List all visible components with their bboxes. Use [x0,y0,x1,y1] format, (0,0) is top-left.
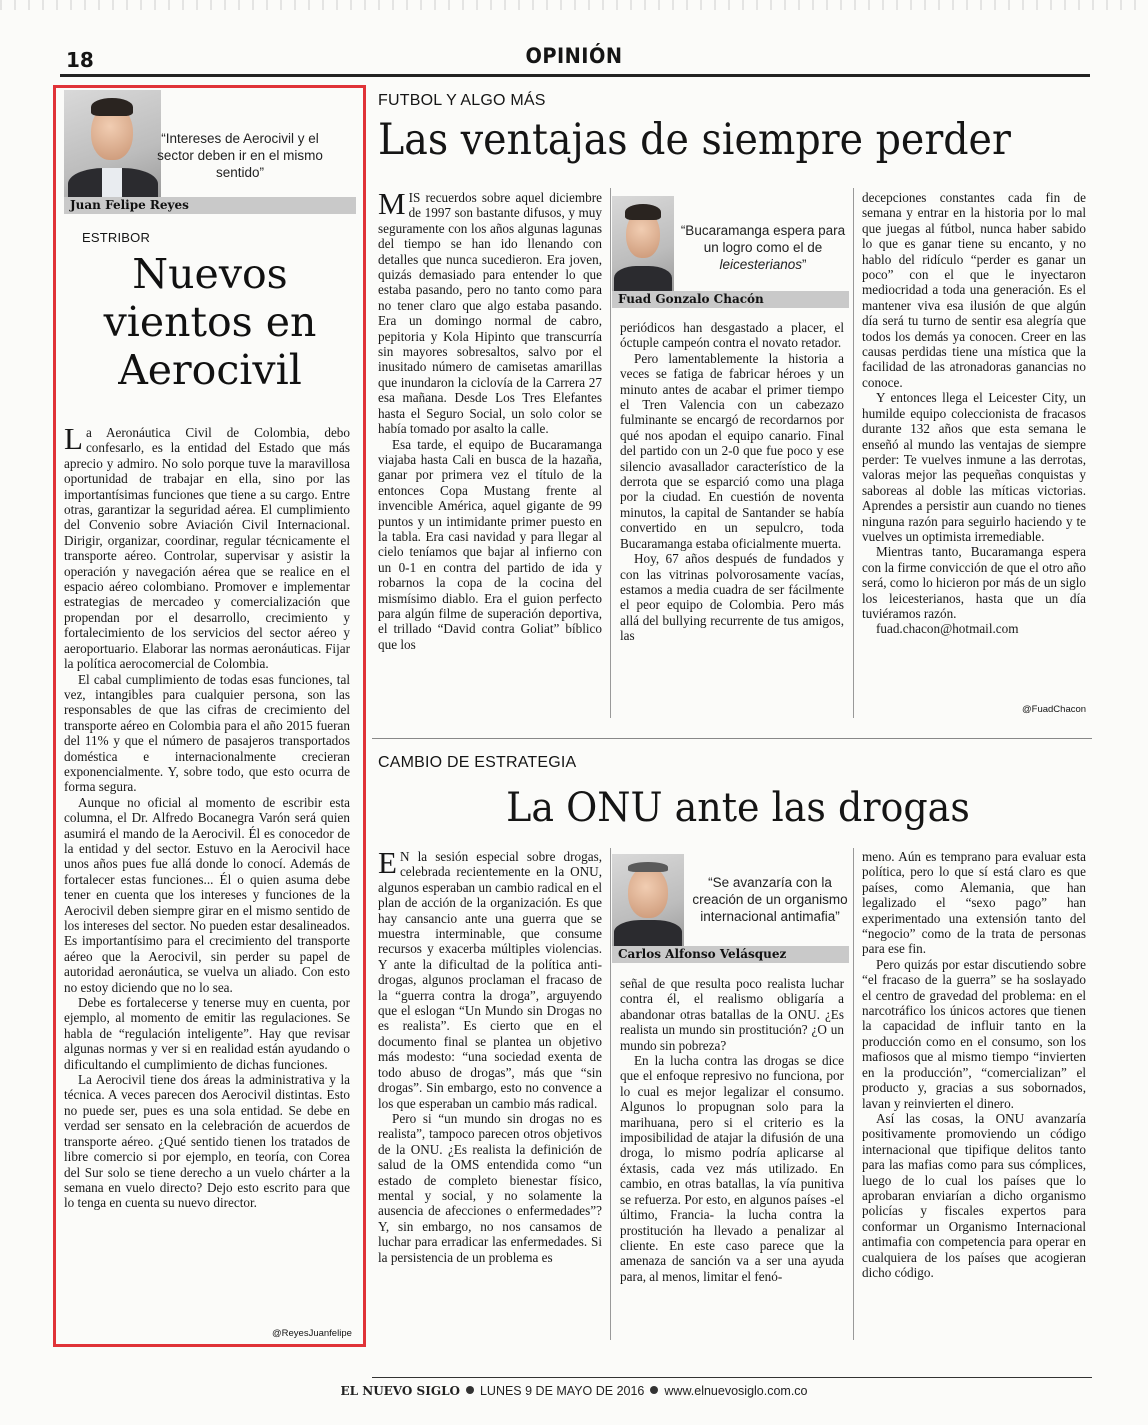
paragraph: En la lucha contra las drogas se dice que el enfoque represivo no funciona, por lo cual es mejor legalizar el consumo. Algunos lo propugnan solo para la marihuana, pero si el criterio es la imposibilidad de atajar la difusión de una droga, lo mismo podría aplicarse al éxtasis, cada vez más utilizado. En cambio, en otras batallas, la vía punitiva se refuerza. Por esto, en algunos países -el último, Francia- la lucha contra la prostitución ha llevado a penalizar al cliente. En este caso parece que la amenaza de sanción va a ser una ayuda para, al menos, limitar el fenó- [620,1053,844,1284]
footer-url: www.elnuevosiglo.com.co [664,1384,808,1398]
paragraph: periódicos han desgastado a placer, el óctuple campeón contra el novato retador. [620,320,844,351]
paragraph: Debe es fortalecerse y tenerse muy en cuenta, por ejemplo, al momento de emitir las regulaciones. Se habla de “regulación inteligente”. Hay que revisar algunas normas y ver si en realidad están ayudando o dificultando el cumplimiento de dichas funciones. [64,995,350,1072]
kicker-futbol: FUTBOL Y ALGO MÁS [378,92,546,109]
page-footer [0,1384,1148,1398]
paragraph: Y entonces llega el Leicester City, un humilde equipo coleccionista de fracasos durante 132 años que esta semana le enseñó al mundo las ventajas de siempre perder: Te vuelves inmune a las derrotas, valoras mejor las pequeñas conquistas y saboreas al doble las míticas victorias. Aprendes a persistir aun cuando no tienes ninguna razón para seguirlo haciendo y te vuelves un optimista irremediable. [862,390,1086,544]
paragraph: El cabal cumplimiento de todas esas funciones, tal vez, intangibles para cualquier persona, son las responsables de que las cifras de crecimiento del transporte aéreo en Colombia para el año 2015 fueran del 11% y que el número de pasajeros transportados doméstica e internacionalmente crecieran exponencialmente. Y, sobre todo, que esto ocurra de forma segura. [64,671,350,795]
drop-cap: E [378,845,397,880]
author-photo-reyes [64,90,161,200]
headline-ventajas: Las ventajas de siempre perder [378,115,1011,165]
author-name-chacon: Fuad Gonzalo Chacón [612,291,849,308]
kicker-estribor: ESTRIBOR [82,230,151,245]
article3-column-c [862,849,1086,1280]
bullet-icon [650,1386,658,1394]
paragraph: Así las cosas, la ONU avanzaría positivamente promoviendo un código internacional que tipifique delitos tanto para las mafias como para sus cómplices, luego de lo cual los países que lo aprobaran enviarían a dicho organismo policías y fiscales expertos para conformar un Organismo Internacional antimafia con competencia para operar en cualquiera de los países que acogieran dicho código. [862,1110,1086,1280]
paragraph: MIS recuerdos sobre aquel diciembre de 1997 son bastante difusos, y muy seguramente con los años algunas lagunas del tiempo se han ido llenando con detalles que nunca sucedieron. Era joven, quizás demasiado para entender lo que estaba pasando, pero no tanto como para no tener claro que algo estaba pasando. Era un domingo normal de cabro, pepitoria y Kola Hipinto que transcurría sin mayores sobresaltos, salvo por el inusitado número de camisetas amarillas que inundaron la ciclovía de la Carrera 27 esa mañana. Desde Los Tres Elefantes hasta el Seguro Social, un solo color se había tomado por asalto la calle. [378,186,602,437]
paragraph: meno. Aún es temprano para evaluar esta política, pero lo que sí está claro es que países, como Alemania, que han legalizado el “sexo pago” han experimentado una extensión tanto del “negocio” como de la trata de personas para ese fin. [862,849,1086,957]
pull-quote-chacon: “Bucaramanga espera para un logro como el de leicesterianos” [680,223,846,272]
kicker-cambio-estrategia: CAMBIO DE ESTRATEGIA [378,754,577,771]
paragraph: Aunque no oficial al momento de escribir esta columna, el Dr. Alfredo Bocanegra Varón será quien asumirá el mando de la Aerocivil. Él es conocedor de la entidad y del sector. Estuvo en la Aerocivil hace unos años pues fue allá donde lo conocí. Además de fortalecer estas funciones... Él o quien asuma debe tener en cuenta que los intereses y funciones de la Aerocivil deben siempre girar en el mismo sentido de los intereses del sector. No pueden estar desalineados. Es importantísimo para el crecimiento del transporte aéreo que la Aerocivil, sin perder su papel de autoridad aeronáutica, se vuelva un aliado. Con esto no estoy diciendo que no lo sea. [64,794,350,995]
page-number: 18 [66,48,94,72]
email-chacon: fuad.chacon@hotmail.com [876,621,1019,637]
drop-cap: L [64,421,83,456]
footer-brand: EL NUEVO SIGLO [340,1384,460,1398]
paragraph: decepciones constantes cada fin de semana y entrar en la historia por lo mal que juegas al fútbol, nunca haber sabido lo que es ganar tiene su encanto, y no hablo del ridículo “perder es ganar un poco” con el que le inyectaron mediocridad a toda una generación. Es el mantener viva esa ilusión de que algún día será tu turno de sentir esa alegría que todos los demás ya conocen. Creer en las causas perdidas tiene una mística que la facilidad de las atronadoras ganancias no conoce. [862,190,1086,390]
author-photo-chacon [612,196,674,292]
author-photo-velasquez [612,854,684,946]
article3-column-b [620,976,844,1284]
paragraph: Pero si “un mundo sin drogas no es realista”, tampoco parecen otros objetivos de la ONU. ¿Es realista la definición de salud de la OMS entendida como “un estado de completo bienestar físico, mental y social, y no solamente la ausencia de afecciones o enfermedades”? Y, sin embargo, no nos cansamos de luchar para erradicar las enfermedades. Si la persistencia de un problema es [378,1110,602,1265]
column-divider [610,188,611,718]
bullet-icon [466,1386,474,1394]
article-divider [372,738,1092,739]
scan-edge [0,0,1148,10]
drop-cap: M [378,186,406,221]
footer-date: LUNES 9 DE MAYO DE 2016 [479,1384,645,1398]
paragraph: La Aeronáutica Civil de Colombia, debo confesarlo, es la entidad del Estado que más aprecio y admiro. No solo porque tuve la maravillosa oportunidad de trabajar en ella, sino por las importantísimas funciones que tiene a su cargo. Entre otras, garantizar la seguridad aérea. El cumplimiento del Convenio sobre Aviación Civil Internacional. Dirigir, organizar, coordinar, regular técnicamente el transporte aéreo. Controlar, supervisar y asistir la operación y navegación aérea que se realice en el espacio aéreo colombiano. Promover e implementar estrategias de mercadeo y comercialización que propendan por el desarrollo, crecimiento y fortalecimiento de los servicios del sector aéreo y aeroportuario. Elaborar las normas aeronáuticas. Fijar la política aerocomercial de Colombia. [64,421,350,672]
column-divider [610,848,611,1340]
column-divider [853,188,854,718]
paragraph: Hoy, 67 años después de fundados y con las vitrinas polvorosamente vacías, estamos a media cuadra de ser fácilmente el peor equipo de Colombia. Pero más allá del bullying recurrente de tus amigos, las [620,551,844,644]
paragraph: Pero quizás por estar discutiendo sobre “el fracaso de la guerra” se ha soslayado el centro de gravedad del problema: en el narcotráfico los únicos actores que tienen la capacidad de influir tanto en la producción como en el consumo, son los mafiosos que al mismo tiempo “invierten en la producción”, “comercializan” el producto y, gracias a sus sobornados, lavan y reinvierten el dinero. [862,956,1086,1111]
twitter-handle-reyes: @ReyesJuanfelipe [272,1328,352,1339]
paragraph: señal de que resulta poco realista luchar contra él, el realismo obligaría a abandonar otras batallas de la ONU. ¿Es realista un mundo sin prostitución? ¿O un mundo sin pobreza? [620,976,844,1053]
article2-column-b [620,320,844,644]
twitter-handle-chacon: @FuadChacon [1022,704,1087,715]
article3-column-a [378,845,602,1265]
author-name-reyes: Juan Felipe Reyes [64,197,356,214]
column-body-reyes [64,421,350,1211]
pull-quote-reyes: “Intereses de Aerocivil y el sector deben ir en el mismo sentido” [157,131,323,180]
headline-nuevos-vientos: Nuevos vientos en Aerocivil [103,250,317,394]
article2-column-c [862,190,1086,637]
paragraph: E N la sesión especial sobre drogas, celebrada recientemente en la ONU, algunos esperaban un cambio radical en el plan de acción de la organización. Es que hay cansancio ante una guerra que se muestra interminable, que consume recursos y exacerba múltiples violencias. Y ante la dificultad de la política anti-drogas, algunos proclaman el fracaso de la “guerra contra la droga”, arguyendo que el eslogan “Un Mundo sin Drogas no es realista”. Es cierto que en el documento final se plantea un objetivo más modesto: “una sociedad exenta de todo abuso de drogas”, más que “sin drogas”. Sin embargo, esto no convence a los que esperaban un cambio más radical. [378,845,602,1111]
paragraph: La Aerocivil tiene dos áreas la administrativa y la técnica. A veces parecen dos Aerocivil distintas. Esto no puede ser, pues es una sola entidad. Se debe en verdad ser sensato en la celebración de acuerdos de transporte aéreo. ¿Qué sentido tienen los tratados de libre comercio si por ejemplo, en teoría, con Corea del Sur solo se tiene derecho a un vuelo chárter a la semana en vuelo directo? Dejo esto escrito para que lo tenga en cuenta su nuevo director. [64,1072,350,1211]
column-divider [853,848,854,1340]
pull-quote-velasquez: “Se avanzaría con la creación de un organismo internacional antimafia” [692,875,848,924]
paragraph: Esa tarde, el equipo de Bucaramanga viajaba hasta Cali en busca de la hazaña, ganar por primera vez el título de la entonces Copa Mustang frente al invencible América, aquel gigante de 99 puntos y un intimidante primer puesto en la tabla. Era casi navidad y para llegar al cielo teníamos que bajar al infierno con un 0-1 en contra del partido de ida y robarnos la copa de la cocina del mismísimo diablo. Era el guion perfecto para algún filme de superación deportiva, el trillado “David contra Goliat” bíblico que los [378,436,602,652]
section-title: OPINIÓN [525,44,623,68]
author-name-velasquez: Carlos Alfonso Velásquez [612,946,849,963]
footer-rule [372,1377,1092,1378]
header-rule [60,74,1090,77]
article2-column-a [378,186,602,652]
paragraph: Mientras tanto, Bucaramanga espera con la firme convicción de que el otro año será, como lo hicieron por más de un siglo los leicesterianos, hasta que un día tuviéramos razón. [862,544,1086,621]
headline-onu-drogas: La ONU ante las drogas [506,785,970,831]
paragraph: Pero lamentablemente la historia a veces se fatiga de fabricar héroes y un minuto antes de acabar el primer tiempo el Tren Valencia con un cabezazo fulminante se encargó de recordarnos por qué nos apodan el equipo canario. Final del partido con un 2-0 que fue poco y ese silencio avasallador característico de la derrota que se esparció como una plaga por la ciudad. En cuestión de noventa minutos, la capital de Santander se había convertido en un sepulcro, toda Bucaramanga estaba oficialmente muerta. [620,350,844,551]
